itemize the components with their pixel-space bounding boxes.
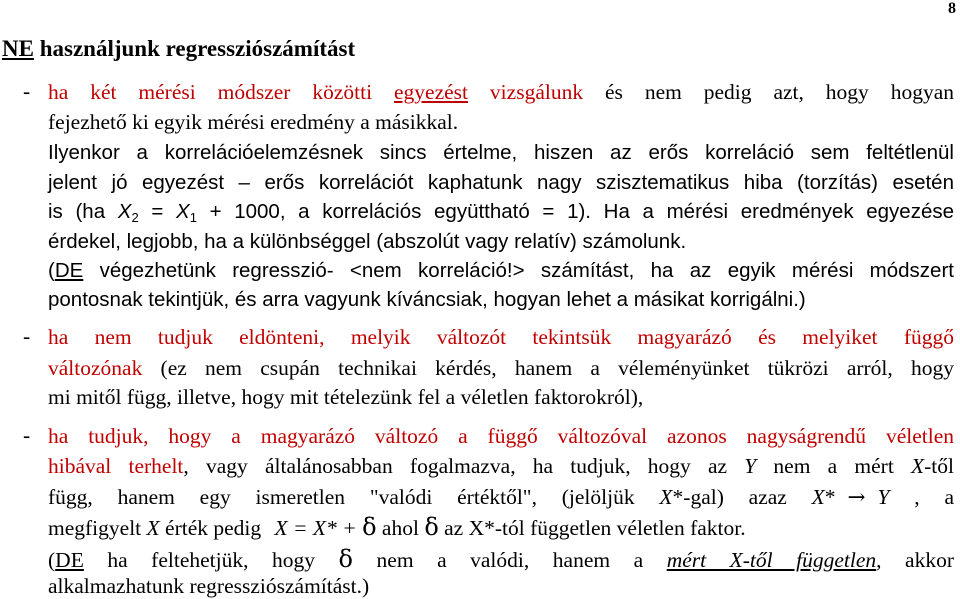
var-x-true: X [659, 485, 673, 509]
bullet-1-line-4: jelent jó egyezést – erős korrelációt kaphatunk nagy szisztematikus hiba (torzítás) esetén [48, 171, 954, 194]
bullet-1-line-3: Ilyenkor a korrelációelemzésnek sincs értelme, hiszen az erős korreláció sem feltétlenül [48, 141, 954, 164]
var-x: X [911, 454, 925, 478]
b3-l5-d: , akkor [876, 548, 955, 572]
de-emphasis-1: DE [54, 259, 84, 282]
bullet-3-dash: - [23, 423, 31, 447]
b3-l4-b: érték pedig [159, 516, 267, 540]
page-title [2, 36, 355, 62]
bullet-1-line-8: pontosnak tekintjük, és arra vagyunk kíváncsiak, hogyan lehet a másikat korrigálni.) [48, 288, 806, 311]
b3-l5-c: nem a valódi, hanem a [353, 548, 667, 572]
b1-l5-c: + 1000, a korrelációs együttható = 1). Ha a mérési eredmények egyezése [196, 200, 954, 223]
bullet-2-line-2 [48, 355, 954, 381]
arrow-right-icon: → [847, 485, 866, 510]
b3-l5-b: ha feltehetjük, hogy [83, 548, 339, 572]
bullet-1-line-1 [48, 79, 954, 105]
b1-l7-a: ( [48, 259, 55, 282]
bullet-3-line-1: ha tudjuk, hogy a magyarázó változó a függő változóval azonos nagyságrendű véletlen [48, 424, 954, 448]
var-x-obs: X [146, 516, 160, 540]
bullet-3-line-6: alkalmazhatunk regressziószámítást.) [48, 574, 370, 598]
bullet-1-line-7 [48, 258, 954, 284]
b3-l5-a: ( [48, 548, 56, 572]
bullet-2-line-1: ha nem tudjuk eldönteni, melyik változót tekintsük magyarázó és melyiket függő [48, 325, 954, 349]
b1-l7-b: végezhetünk regresszió- <nem korreláció!> számítást, ha az egyik mérési módszert [83, 259, 954, 282]
b1-l1-rest: és nem pedig azt, hogy hogyan [583, 80, 955, 104]
delta-symbol-2: δ [424, 513, 439, 541]
bullet-1-line-2: fejezhető ki egyik mérési eredmény a másikkal. [48, 110, 459, 134]
equation: X = X* + [274, 516, 363, 540]
bullet-1-dash: - [23, 79, 31, 103]
star: * [824, 485, 836, 509]
bullet-1-line-6: érdekel, legjobb, ha a különbséggel (abszolút vagy relatív) számolunk. [48, 230, 687, 253]
b1-red-underlined: egyezést [394, 80, 469, 104]
sub-2: 2 [131, 210, 139, 225]
b3-l3-a: függ, hanem egy ismeretlen "valódi értéktől", (jelöljük [48, 485, 660, 509]
var-y-2: Y [877, 485, 890, 509]
var-x1: X [176, 200, 190, 223]
bullet-2-dash: - [23, 324, 31, 348]
bullet-3-line-4 [48, 514, 746, 541]
b3-l3-b: *-gal) azaz [672, 485, 812, 509]
b1-l5-a: is (ha [48, 200, 118, 223]
b3-l3-end: , a [889, 485, 954, 509]
var-x-star: X [811, 485, 825, 509]
de-emphasis-2: DE [55, 548, 84, 572]
page-number: 8 [948, 0, 956, 17]
b3-l4-c: ahol [376, 516, 425, 540]
b2-l2-rest: (ez nem csupán technikai kérdés, hanem a véleményünket tükrözi arról, hogy [142, 356, 954, 380]
b1-red-a: ha két mérési módszer közötti [48, 80, 394, 104]
var-x2: X [117, 200, 132, 223]
b3-l2-a: , vagy általánosabban fogalmazva, ha tudjuk, hogy az [183, 454, 745, 478]
title-ne: NE [2, 36, 34, 61]
b1-red-b: vizsgálunk [468, 80, 584, 104]
sub-1: 1 [189, 210, 197, 225]
b3-l2-b: nem a mért [756, 454, 911, 478]
delta-symbol: δ [362, 513, 377, 541]
title-rest: használjunk regressziószámítást [33, 36, 356, 61]
b3-l4-a: megfigyelt [48, 516, 147, 540]
bullet-3-line-2 [48, 453, 954, 479]
b3-l2-c: -től [924, 454, 954, 478]
delta-symbol-3: δ [338, 545, 353, 573]
bullet-3-line-3 [48, 484, 954, 511]
b3-red: hibával terhelt [48, 454, 184, 478]
bullet-2-line-3: mi mitől függ, illetve, hogy mit tételezünk fel a véletlen faktorokról), [48, 385, 644, 409]
emphasis-independent: mért X-től független [666, 548, 877, 572]
b2-red: változónak [48, 356, 143, 380]
bullet-3-line-5 [48, 546, 954, 573]
b1-l5-b: = [138, 200, 176, 223]
b3-l4-d: az X*-tól független véletlen faktor. [438, 516, 746, 540]
bullet-1-line-5 [48, 199, 954, 225]
var-y: Y [744, 454, 757, 478]
